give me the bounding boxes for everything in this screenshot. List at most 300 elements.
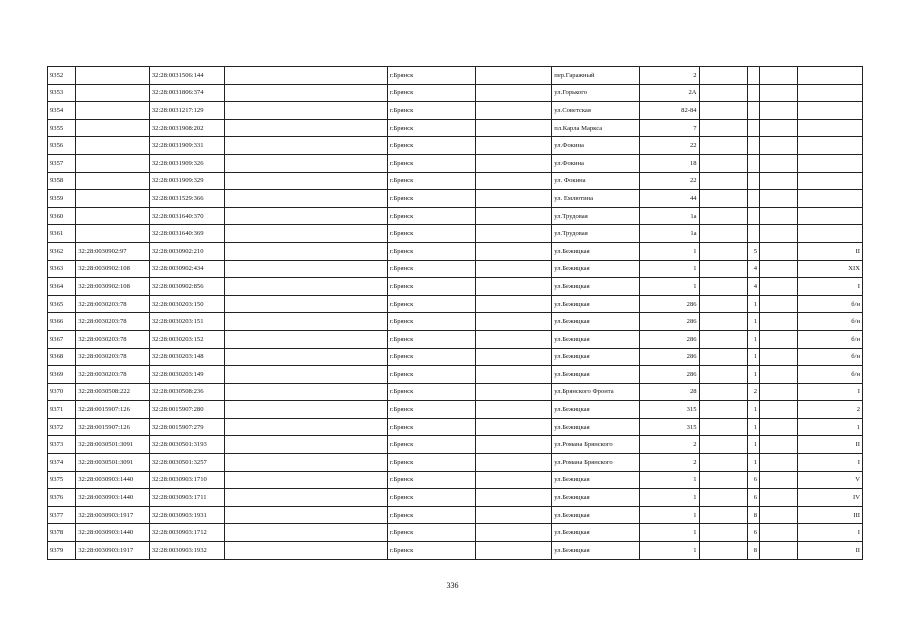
cadastral-number-cell: 32:28:0031908:202 [149,119,224,137]
house-number-cell: 1 [640,260,700,278]
street-cell: ул.Бежицкая [552,260,640,278]
street-cell: ул. Фокина [552,172,640,190]
premises-number-cell: б/н [798,330,863,348]
house-number-cell: 286 [640,330,700,348]
premises-number-cell [798,119,863,137]
parent-cadastral-number-cell: 32:28:0030903:1917 [76,506,150,524]
empty-cell [475,366,552,384]
premises-number-cell [798,102,863,120]
table-row [48,137,863,155]
premises-number-cell [798,190,863,208]
street-cell: ул.Бежицкая [552,278,640,296]
empty-cell [760,190,798,208]
city-cell: г.Брянск [387,242,475,260]
empty-cell [475,418,552,436]
city-cell: г.Брянск [387,119,475,137]
empty-cell [475,190,552,208]
street-cell: ул.Романа Брянского [552,436,640,454]
city-cell: г.Брянск [387,401,475,419]
cadastral-number-cell: 32:28:0031506:144 [149,67,224,85]
building-number-cell [747,154,759,172]
building-number-cell [747,190,759,208]
cadastral-number-cell: 32:28:0030903:1932 [149,542,224,560]
house-number-cell: 7 [640,119,700,137]
building-number-cell [747,207,759,225]
empty-cell [699,489,747,507]
premises-number-cell: I [798,383,863,401]
parent-cadastral-number-cell [76,67,150,85]
empty-cell [224,137,387,155]
empty-cell [224,242,387,260]
empty-cell [475,524,552,542]
street-cell: ул.Бежицкая [552,471,640,489]
empty-cell [475,207,552,225]
row-number-cell: 9365 [48,295,76,313]
empty-cell [699,154,747,172]
house-number-cell: 1 [640,506,700,524]
street-cell: ул.Бежицкая [552,401,640,419]
building-number-cell: 6 [747,524,759,542]
table-row [48,418,863,436]
street-cell: ул.Трудовая [552,207,640,225]
parent-cadastral-number-cell: 32:28:0015907:126 [76,401,150,419]
empty-cell [760,102,798,120]
city-cell: г.Брянск [387,207,475,225]
empty-cell [224,471,387,489]
empty-cell [699,542,747,560]
building-number-cell: 1 [747,295,759,313]
empty-cell [224,119,387,137]
building-number-cell: 5 [747,242,759,260]
building-number-cell [747,102,759,120]
row-number-cell: 9376 [48,489,76,507]
empty-cell [475,471,552,489]
cadastral-number-cell: 32:28:0030203:150 [149,295,224,313]
house-number-cell: 286 [640,366,700,384]
premises-number-cell: V [798,471,863,489]
empty-cell [760,330,798,348]
table-row [48,225,863,243]
cadastral-number-cell: 32:28:0015907:280 [149,401,224,419]
empty-cell [475,225,552,243]
row-number-cell: 9375 [48,471,76,489]
city-cell: г.Брянск [387,436,475,454]
house-number-cell: 22 [640,137,700,155]
premises-number-cell: б/н [798,313,863,331]
empty-cell [475,67,552,85]
empty-cell [760,225,798,243]
street-cell: ул.Бежицкая [552,418,640,436]
empty-cell [760,172,798,190]
row-number-cell: 9358 [48,172,76,190]
row-number-cell: 9377 [48,506,76,524]
parent-cadastral-number-cell: 32:28:0030902:97 [76,242,150,260]
parent-cadastral-number-cell: 32:28:0030903:1440 [76,489,150,507]
house-number-cell: 44 [640,190,700,208]
empty-cell [224,190,387,208]
premises-number-cell: II [798,436,863,454]
empty-cell [475,84,552,102]
row-number-cell: 9352 [48,67,76,85]
row-number-cell: 9374 [48,454,76,472]
empty-cell [224,401,387,419]
empty-cell [475,383,552,401]
house-number-cell: 286 [640,313,700,331]
street-cell: ул.Бежицкая [552,366,640,384]
row-number-cell: 9369 [48,366,76,384]
table-row [48,84,863,102]
table-row [48,295,863,313]
empty-cell [699,137,747,155]
empty-cell [699,295,747,313]
row-number-cell: 9373 [48,436,76,454]
empty-cell [475,137,552,155]
empty-cell [760,260,798,278]
empty-cell [699,383,747,401]
house-number-cell: 1а [640,207,700,225]
building-number-cell: 1 [747,454,759,472]
building-number-cell: 1 [747,348,759,366]
building-number-cell [747,172,759,190]
empty-cell [224,172,387,190]
table-row [48,401,863,419]
row-number-cell: 9359 [48,190,76,208]
table-row [48,242,863,260]
empty-cell [760,313,798,331]
empty-cell [224,207,387,225]
empty-cell [475,506,552,524]
house-number-cell: 82-84 [640,102,700,120]
building-number-cell: 4 [747,260,759,278]
empty-cell [760,383,798,401]
house-number-cell: 18 [640,154,700,172]
street-cell: пер.Гаражный [552,67,640,85]
cadastral-number-cell: 32:28:0030203:152 [149,330,224,348]
table-row [48,436,863,454]
parent-cadastral-number-cell [76,84,150,102]
cadastral-number-cell: 32:28:0030501:3193 [149,436,224,454]
house-number-cell: 1 [640,278,700,296]
empty-cell [699,67,747,85]
cadastral-number-cell: 32:28:0030903:1931 [149,506,224,524]
empty-cell [699,436,747,454]
building-number-cell [747,225,759,243]
premises-number-cell [798,154,863,172]
cadastral-number-cell: 32:28:0030902:210 [149,242,224,260]
cadastral-number-cell: 32:28:0030203:149 [149,366,224,384]
premises-number-cell: I [798,278,863,296]
table-row [48,278,863,296]
empty-cell [699,190,747,208]
empty-cell [475,260,552,278]
city-cell: г.Брянск [387,454,475,472]
empty-cell [699,418,747,436]
empty-cell [475,242,552,260]
building-number-cell: 6 [747,489,759,507]
city-cell: г.Брянск [387,313,475,331]
street-cell: ул.Бежицкая [552,330,640,348]
cadastral-number-cell: 32:28:0031909:326 [149,154,224,172]
premises-number-cell: б/н [798,366,863,384]
city-cell: г.Брянск [387,506,475,524]
empty-cell [475,313,552,331]
parent-cadastral-number-cell [76,119,150,137]
city-cell: г.Брянск [387,542,475,560]
table-row [48,67,863,85]
empty-cell [760,278,798,296]
row-number-cell: 9360 [48,207,76,225]
city-cell: г.Брянск [387,225,475,243]
parent-cadastral-number-cell [76,154,150,172]
cadastral-number-cell: 32:28:0030501:3257 [149,454,224,472]
cadastral-number-cell: 32:28:0031909:331 [149,137,224,155]
cadastral-number-cell: 32:28:0030508:236 [149,383,224,401]
city-cell: г.Брянск [387,524,475,542]
building-number-cell: 1 [747,418,759,436]
table-row [48,330,863,348]
street-cell: ул.Трудовая [552,225,640,243]
table-row [48,489,863,507]
city-cell: г.Брянск [387,489,475,507]
empty-cell [475,172,552,190]
cadastral-number-cell: 32:28:0030203:151 [149,313,224,331]
cadastral-number-cell: 32:28:0030203:148 [149,348,224,366]
house-number-cell: 1 [640,489,700,507]
empty-cell [760,348,798,366]
premises-number-cell: 2 [798,401,863,419]
empty-cell [760,524,798,542]
table-row [48,313,863,331]
city-cell: г.Брянск [387,383,475,401]
empty-cell [760,506,798,524]
row-number-cell: 9367 [48,330,76,348]
empty-cell [760,471,798,489]
building-number-cell: 1 [747,401,759,419]
city-cell: г.Брянск [387,278,475,296]
empty-cell [760,119,798,137]
empty-cell [699,119,747,137]
parent-cadastral-number-cell [76,172,150,190]
premises-number-cell: II [798,242,863,260]
empty-cell [760,366,798,384]
house-number-cell: 286 [640,348,700,366]
street-cell: ул.Романа Брянского [552,454,640,472]
house-number-cell: 1 [640,471,700,489]
empty-cell [699,225,747,243]
empty-cell [475,542,552,560]
cadastral-number-cell: 32:28:0031640:369 [149,225,224,243]
empty-cell [224,154,387,172]
street-cell: ул.Бежицкая [552,313,640,331]
city-cell: г.Брянск [387,330,475,348]
row-number-cell: 9371 [48,401,76,419]
building-number-cell: 4 [747,278,759,296]
empty-cell [699,348,747,366]
premises-number-cell: 1 [798,418,863,436]
empty-cell [760,295,798,313]
empty-cell [760,436,798,454]
parent-cadastral-number-cell: 32:28:0030203:78 [76,330,150,348]
table-row [48,190,863,208]
parent-cadastral-number-cell: 32:28:0030903:1440 [76,471,150,489]
premises-number-cell: III [798,506,863,524]
empty-cell [475,119,552,137]
street-cell: ул.Горького [552,84,640,102]
city-cell: г.Брянск [387,418,475,436]
premises-number-cell: IV [798,489,863,507]
empty-cell [699,506,747,524]
parent-cadastral-number-cell [76,137,150,155]
building-number-cell: 1 [747,313,759,331]
street-cell: ул. Емлютина [552,190,640,208]
cadastral-number-cell: 32:28:0030903:1711 [149,489,224,507]
row-number-cell: 9356 [48,137,76,155]
empty-cell [224,542,387,560]
empty-cell [699,84,747,102]
empty-cell [475,401,552,419]
street-cell: ул.Фокина [552,137,640,155]
empty-cell [699,313,747,331]
table-row [48,102,863,120]
empty-cell [224,225,387,243]
building-number-cell [747,137,759,155]
house-number-cell: 315 [640,401,700,419]
table-row [48,383,863,401]
city-cell: г.Брянск [387,260,475,278]
parent-cadastral-number-cell: 32:28:0015907:126 [76,418,150,436]
empty-cell [699,102,747,120]
parent-cadastral-number-cell: 32:28:0030902:108 [76,278,150,296]
table-row [48,366,863,384]
building-number-cell: 6 [747,471,759,489]
empty-cell [224,260,387,278]
cadastral-number-cell: 32:28:0031909:329 [149,172,224,190]
registry-table-body [48,67,863,560]
street-cell: ул.Бежицкая [552,506,640,524]
house-number-cell: 2 [640,436,700,454]
parent-cadastral-number-cell [76,190,150,208]
cadastral-number-cell: 32:28:0030903:1712 [149,524,224,542]
premises-number-cell: XIX [798,260,863,278]
empty-cell [760,67,798,85]
cadastral-number-cell: 32:28:0031529:366 [149,190,224,208]
premises-number-cell [798,172,863,190]
table-row [48,172,863,190]
empty-cell [699,401,747,419]
empty-cell [699,207,747,225]
parent-cadastral-number-cell: 32:28:0030508:222 [76,383,150,401]
cadastral-number-cell: 32:28:0031217:129 [149,102,224,120]
table-row [48,542,863,560]
house-number-cell: 1а [640,225,700,243]
street-cell: ул.Бежицкая [552,542,640,560]
empty-cell [475,348,552,366]
city-cell: г.Брянск [387,190,475,208]
empty-cell [224,454,387,472]
city-cell: г.Брянск [387,366,475,384]
empty-cell [699,524,747,542]
premises-number-cell: I [798,454,863,472]
table-row [48,471,863,489]
parent-cadastral-number-cell: 32:28:0030501:3091 [76,436,150,454]
city-cell: г.Брянск [387,154,475,172]
empty-cell [224,295,387,313]
parent-cadastral-number-cell: 32:28:0030203:78 [76,366,150,384]
empty-cell [224,313,387,331]
street-cell: ул.Советская [552,102,640,120]
empty-cell [699,366,747,384]
empty-cell [224,67,387,85]
empty-cell [760,84,798,102]
city-cell: г.Брянск [387,295,475,313]
empty-cell [760,542,798,560]
house-number-cell: 1 [640,542,700,560]
empty-cell [475,454,552,472]
empty-cell [224,330,387,348]
empty-cell [475,330,552,348]
empty-cell [475,278,552,296]
empty-cell [475,154,552,172]
parent-cadastral-number-cell: 32:28:0030902:108 [76,260,150,278]
empty-cell [224,366,387,384]
house-number-cell: 28 [640,383,700,401]
empty-cell [699,172,747,190]
house-number-cell: 2А [640,84,700,102]
building-number-cell: 1 [747,330,759,348]
city-cell: г.Брянск [387,137,475,155]
row-number-cell: 9379 [48,542,76,560]
premises-number-cell [798,207,863,225]
premises-number-cell [798,67,863,85]
premises-number-cell [798,137,863,155]
cadastral-number-cell: 32:28:0031640:370 [149,207,224,225]
cadastral-number-cell: 32:28:0030903:1710 [149,471,224,489]
table-row [48,524,863,542]
parent-cadastral-number-cell: 32:28:0030903:1440 [76,524,150,542]
city-cell: г.Брянск [387,84,475,102]
page-number: 336 [446,581,459,590]
empty-cell [475,489,552,507]
parent-cadastral-number-cell: 32:28:0030203:78 [76,295,150,313]
premises-number-cell: II [798,542,863,560]
empty-cell [760,154,798,172]
table-row [48,348,863,366]
street-cell: ул.Фокина [552,154,640,172]
empty-cell [224,524,387,542]
row-number-cell: 9354 [48,102,76,120]
street-cell: пл.Карла Маркса [552,119,640,137]
city-cell: г.Брянск [387,102,475,120]
cadastral-number-cell: 32:28:0015907:279 [149,418,224,436]
premises-number-cell: б/н [798,295,863,313]
empty-cell [224,383,387,401]
empty-cell [224,84,387,102]
empty-cell [760,454,798,472]
empty-cell [224,506,387,524]
row-number-cell: 9368 [48,348,76,366]
empty-cell [760,242,798,260]
parent-cadastral-number-cell [76,225,150,243]
empty-cell [760,401,798,419]
building-number-cell: 2 [747,383,759,401]
table-row [48,260,863,278]
building-number-cell [747,119,759,137]
house-number-cell: 22 [640,172,700,190]
building-number-cell: 8 [747,506,759,524]
row-number-cell: 9364 [48,278,76,296]
table-row [48,454,863,472]
empty-cell [699,278,747,296]
